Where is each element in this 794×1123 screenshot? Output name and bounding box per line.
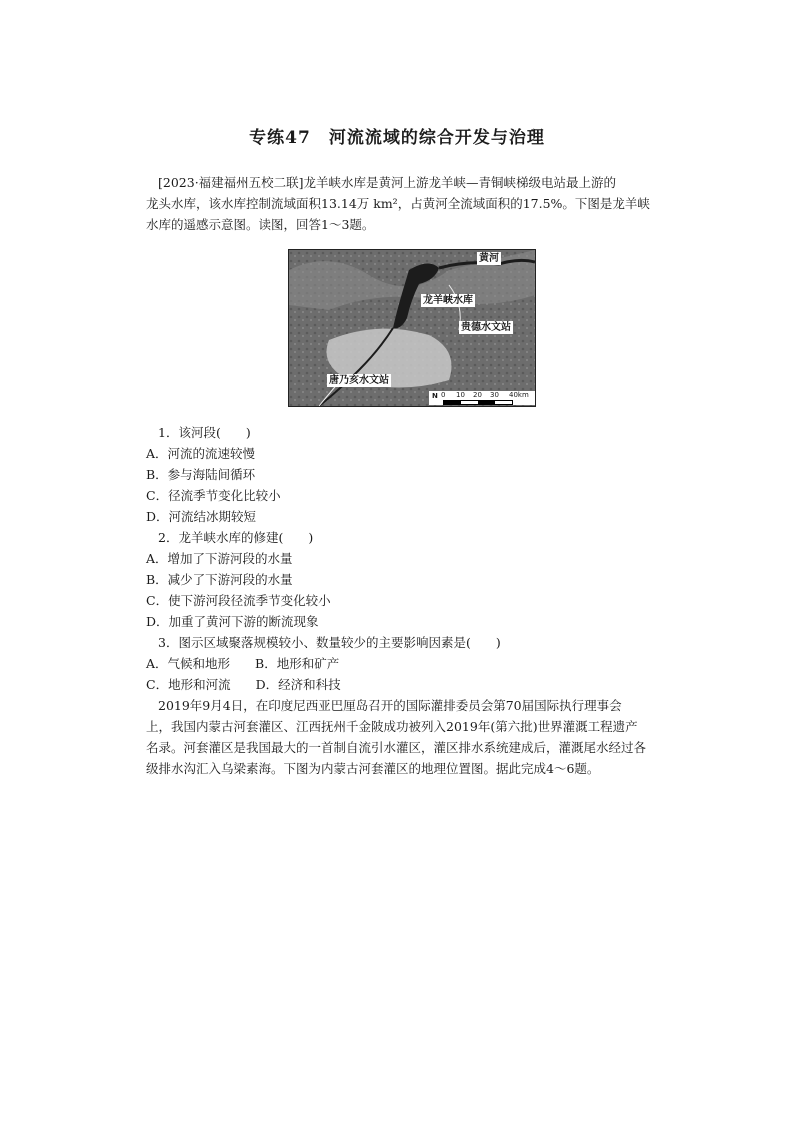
north-arrow-icon: N (432, 392, 438, 400)
scale-tick-30: 30 (490, 391, 499, 399)
question-1-option-d: D．河流结冰期较短 (146, 509, 257, 524)
question-3-stem: 3．图示区域聚落规模较小、数量较少的主要影响因素是( ) (158, 635, 501, 650)
question-3-options-row-1: A．气候和地形 B．地形和矿产 (146, 656, 340, 671)
intro1-line-2: 龙头水库，该水库控制流域面积13.14万 km²，占黄河全流域面积的17.5%。下图是龙羊峡 (146, 196, 650, 211)
intro2-line-3: 名录。河套灌区是我国最大的一首制自流引水灌区，灌区排水系统建成后，灌溉尾水经过各 (146, 740, 647, 755)
scale-tick-10: 10 (456, 391, 465, 399)
guide-station-label: 贵德水文站 (461, 322, 511, 333)
intro2-line-4: 级排水沟汇入乌梁素海。下图为内蒙古河套灌区的地理位置图。据此完成4～6题。 (146, 761, 600, 776)
intro1-line-1: [2023·福建福州五校二联]龙羊峡水库是黄河上游龙羊峡—青铜峡梯级电站最上游的 (158, 175, 617, 190)
question-1-option-c: C．径流季节变化比较小 (146, 488, 281, 503)
question-1-option-a: A．河流的流速较慢 (146, 446, 256, 461)
scale-tick-20: 20 (473, 391, 482, 399)
question-1-option-b: B．参与海陆间循环 (146, 467, 256, 482)
page-title: 专练47 河流流域的综合开发与治理 (249, 128, 545, 148)
question-2-stem: 2．龙羊峡水库的修建( ) (158, 530, 314, 545)
question-3-options-row-2: C．地形和河流 D．经济和科技 (146, 677, 341, 692)
question-1-stem: 1．该河段( ) (158, 425, 251, 440)
reservoir-remote-sensing-map (288, 249, 536, 407)
intro1-line-3: 水库的遥感示意图。读图，回答1～3题。 (146, 217, 375, 232)
tangnaihai-station-label: 唐乃亥水文站 (329, 375, 389, 386)
reservoir-label: 龙羊峡水库 (423, 295, 473, 306)
intro2-line-1: 2019年9月4日，在印度尼西亚巴厘岛召开的国际灌排委员会第70届国际执行理事会 (158, 698, 622, 713)
yellow-river-label: 黄河 (479, 253, 499, 264)
intro2-line-2: 上，我国内蒙古河套灌区、江西抚州千金陂成功被列入2019年(第六批)世界灌溉工程遗产 (146, 719, 638, 734)
map-scale-bar (429, 391, 535, 405)
question-2-option-a: A．增加了下游河段的水量 (146, 551, 293, 566)
question-2-option-c: C．使下游河段径流季节变化较小 (146, 593, 331, 608)
scale-tick-0: 0 (441, 391, 446, 399)
question-2-option-d: D．加重了黄河下游的断流现象 (146, 614, 319, 629)
scale-tick-40km: 40km (509, 391, 529, 399)
question-2-option-b: B．减少了下游河段的水量 (146, 572, 293, 587)
